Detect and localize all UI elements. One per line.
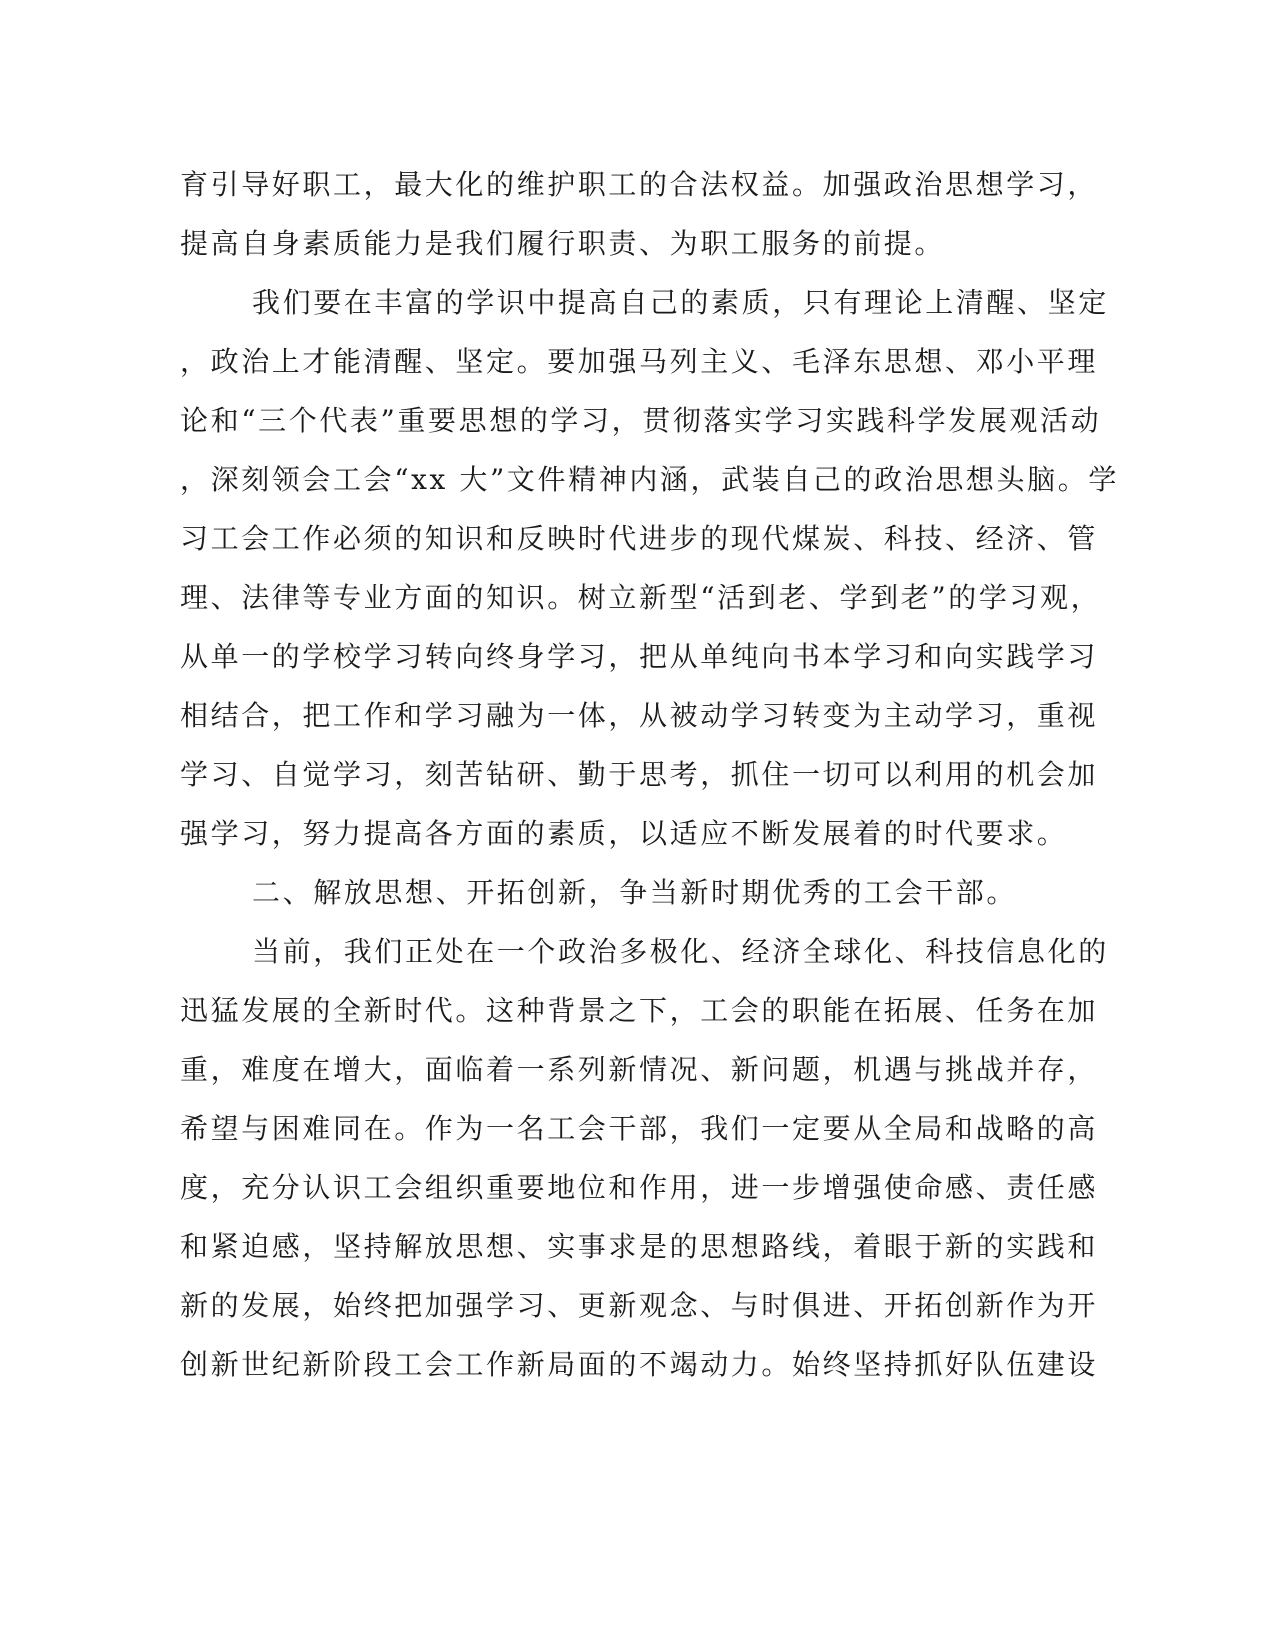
text-line: 学习、自觉学习，刻苦钻研、勤于思考，抓住一切可以利用的机会加 xyxy=(180,758,1099,791)
text-line: ，政治上才能清醒、坚定。要加强马列主义、毛泽东思想、邓小平理 xyxy=(180,345,1099,378)
text-line: 提高自身素质能力是我们履行职责、为职工服务的前提。 xyxy=(180,227,946,260)
text-line: 强学习，努力提高各方面的素质，以适应不断发展着的时代要求。 xyxy=(180,817,1068,850)
text-line: 论和“三个代表”重要思想的学习，贯彻落实学习实践科学发展观活动 xyxy=(180,404,1102,437)
text-line: 习工会工作必须的知识和反映时代进步的现代煤炭、科技、经济、管 xyxy=(180,522,1099,555)
section-heading: 二、解放思想、开拓创新，争当新时期优秀的工会干部。 xyxy=(252,876,1018,909)
text-line: 新的发展，始终把加强学习、更新观念、与时俱进、开拓创新作为开 xyxy=(180,1289,1099,1322)
text-line: 理、法律等专业方面的知识。树立新型“活到老、学到老”的学习观， xyxy=(180,581,1102,614)
text-line: 育引导好职工，最大化的维护职工的合法权益。加强政治思想学习， xyxy=(180,168,1099,201)
text-line: 重，难度在增大，面临着一系列新情况、新问题，机遇与挑战并存， xyxy=(180,1053,1099,1086)
text-line: ，深刻领会工会“xx 大”文件精神内涵，武装自己的政治思想头脑。学 xyxy=(180,463,1119,496)
document-body xyxy=(180,155,1119,1394)
text-line: 迅猛发展的全新时代。这种背景之下，工会的职能在拓展、任务在加 xyxy=(180,994,1099,1027)
text-line: 创新世纪新阶段工会工作新局面的不竭动力。始终坚持抓好队伍建设 xyxy=(180,1348,1099,1381)
text-line: 相结合，把工作和学习融为一体，从被动学习转变为主动学习，重视 xyxy=(180,699,1099,732)
text-line: 从单一的学校学习转向终身学习，把从单纯向书本学习和向实践学习 xyxy=(180,640,1099,673)
text-line: 度，充分认识工会组织重要地位和作用，进一步增强使命感、责任感 xyxy=(180,1171,1099,1204)
text-line: 希望与困难同在。作为一名工会干部，我们一定要从全局和战略的高 xyxy=(180,1112,1099,1145)
text-line: 和紧迫感，坚持解放思想、实事求是的思想路线，着眼于新的实践和 xyxy=(180,1230,1099,1263)
paragraph-first-line: 当前，我们正处在一个政治多极化、经济全球化、科技信息化的 xyxy=(252,935,1109,968)
paragraph-first-line: 我们要在丰富的学识中提高自己的素质，只有理论上清醒、坚定 xyxy=(252,286,1109,319)
